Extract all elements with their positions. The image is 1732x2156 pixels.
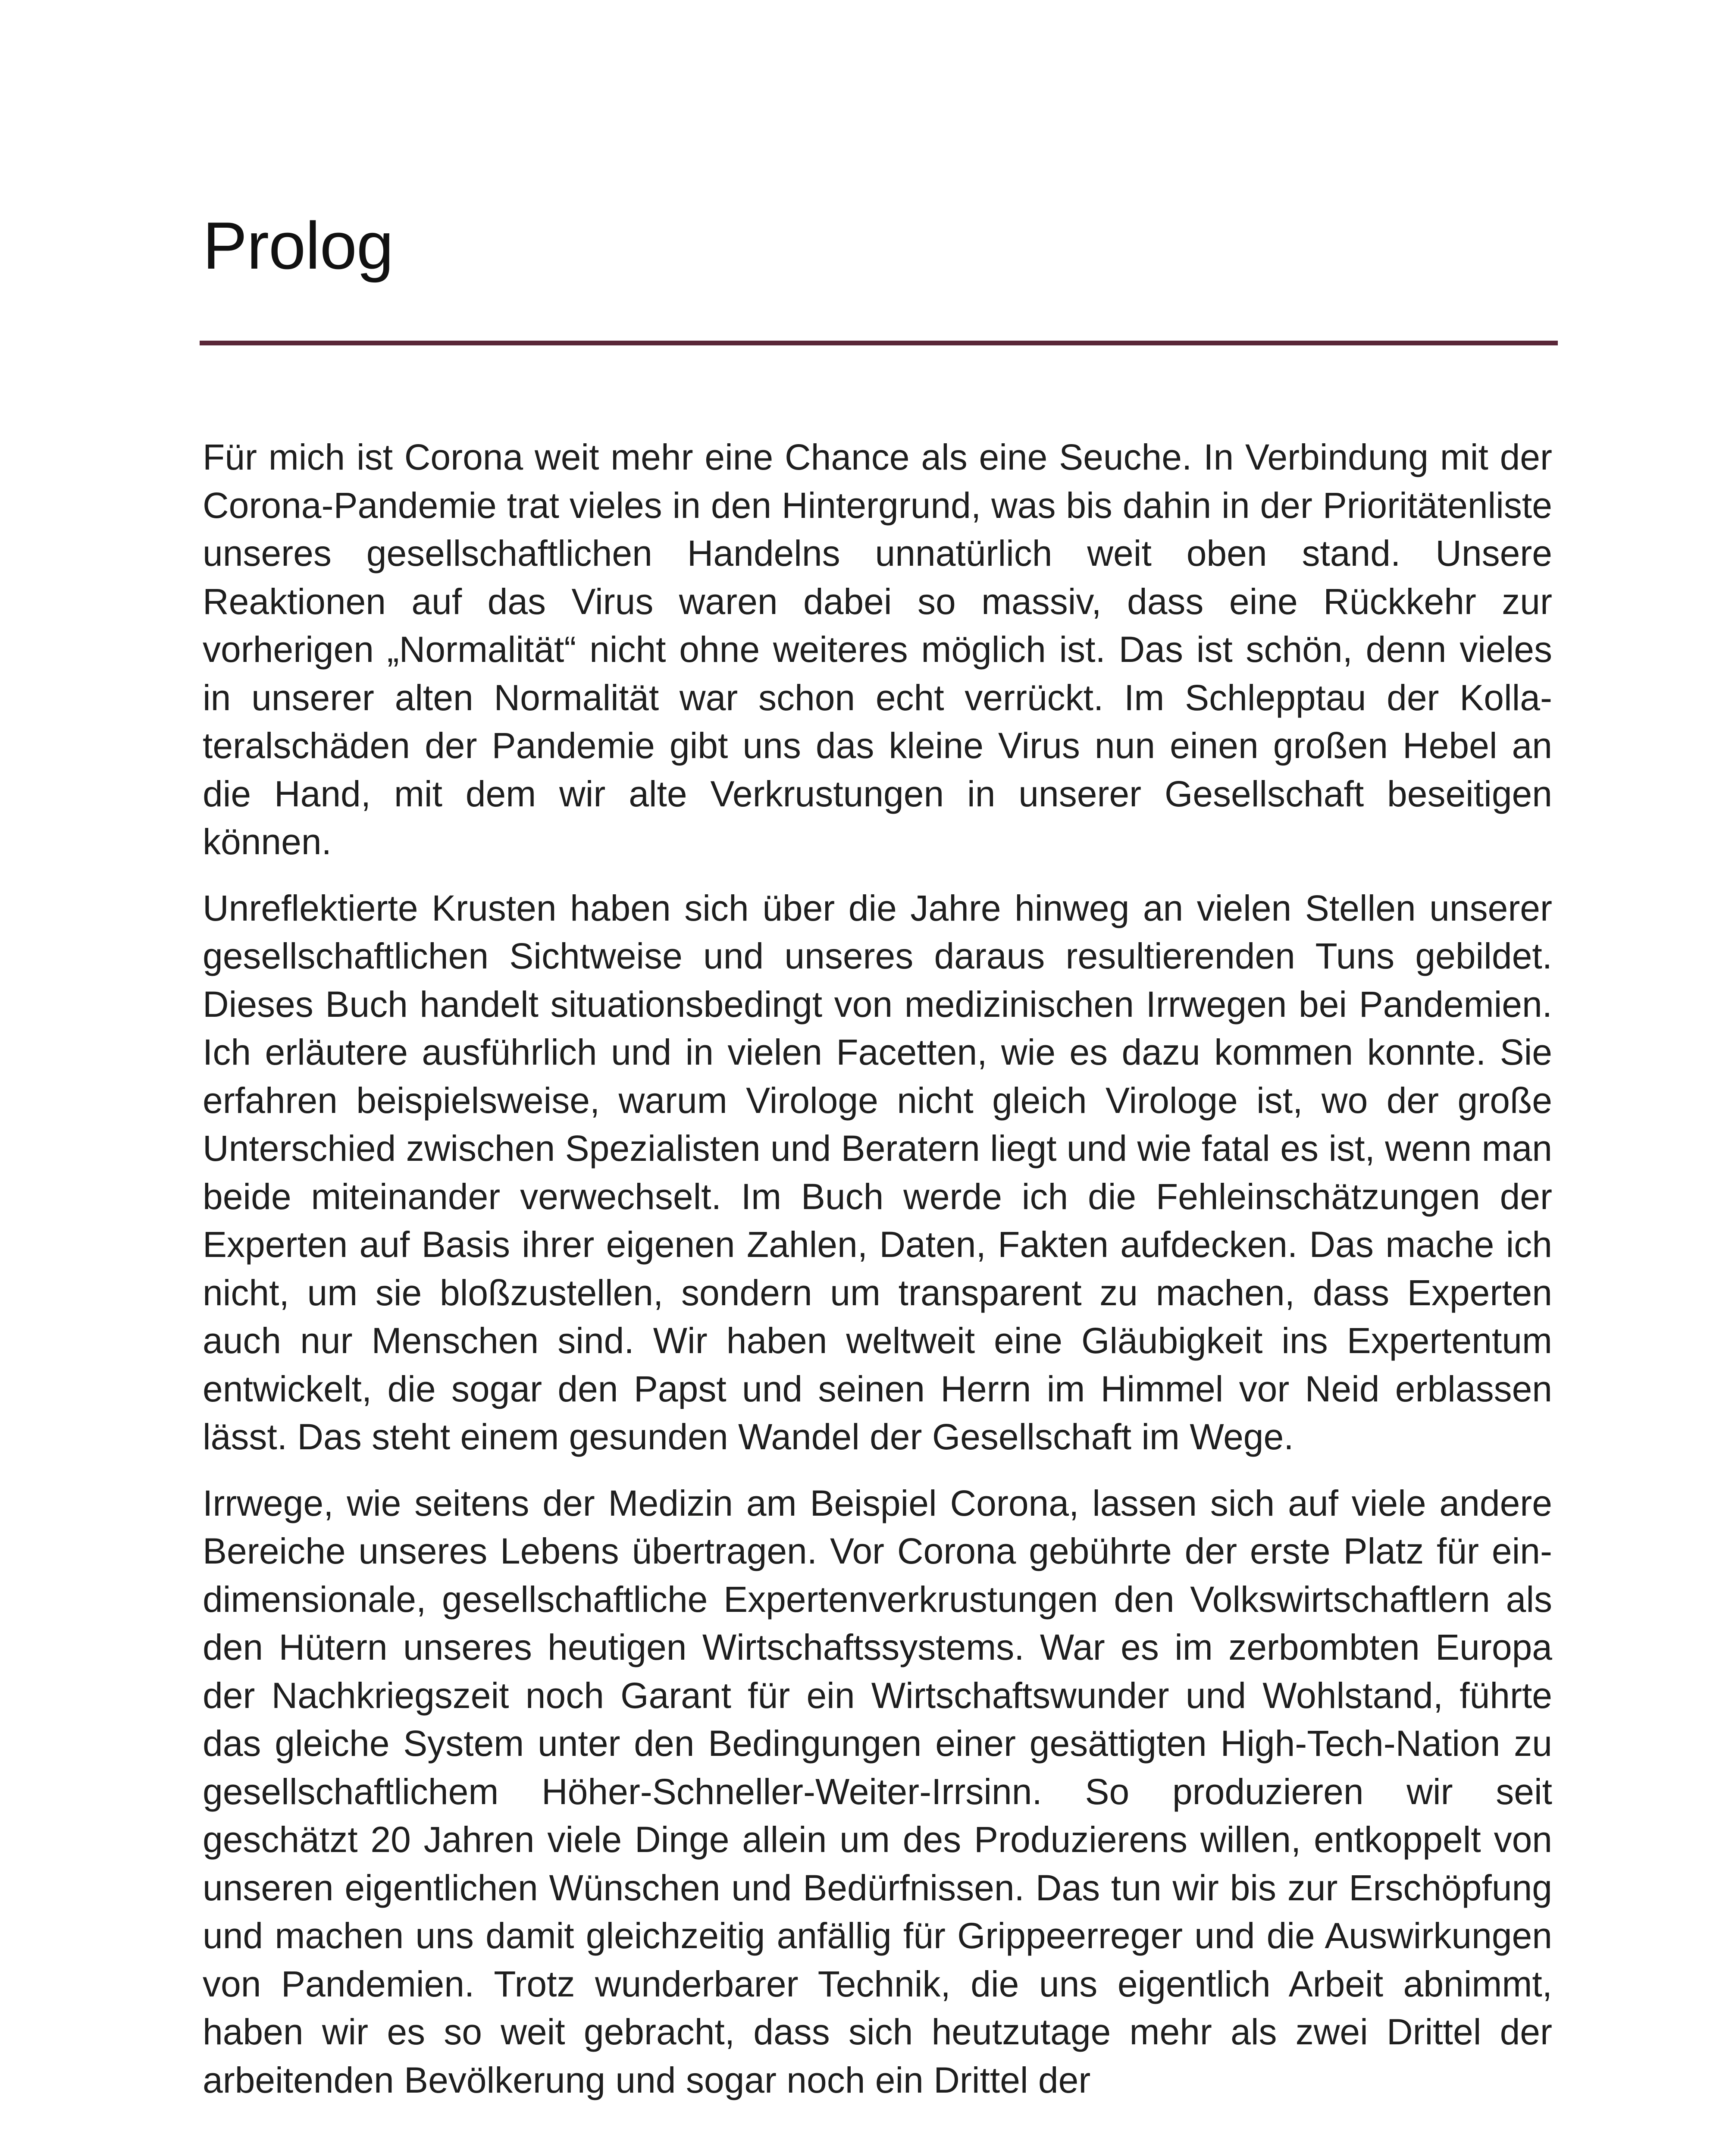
paragraph-1: Für mich ist Corona weit mehr eine Chance als eine Seuche. In Verbindung mit der Corona-Pandemie trat vieles in den Hintergrund, was bis dahin in der Prioritätenliste unseres gesellschaftlichen Handelns unnatürlich weit oben stand. Unsere Reaktionen auf das Virus waren dabei so massiv, dass eine Rückkehr zur vorherigen „Normalität“ nicht ohne weiteres möglich ist. Das ist schön, denn vieles in unserer alten Normalität war schon echt verrückt. Im Schlepptau der Kollateralschäden der Pandemie gibt uns das kleine Virus nun einen großen Hebel an die Hand, mit dem wir alte Verkrustungen in unserer Gesellschaft beseitigen können.: [203, 437, 1552, 862]
chapter-title: Prolog: [203, 208, 394, 283]
paragraph-3: Irrwege, wie seitens der Medizin am Beispiel Corona, lassen sich auf viele andere Bereiche unseres Lebens übertragen. Vor Corona gebührte der erste Platz für eindimensionale, gesellschaftliche Expertenverkrustungen den Volkswirtschaftlern als den Hütern unseres heutigen Wirtschaftssystems. War es im zerbombten Europa der Nachkriegszeit noch Garant für ein Wirtschaftswunder und Wohlstand, führte das gleiche System unter den Bedingungen einer gesättigten High-Tech-Nation zu gesellschaftlichem Höher-Schneller-Weiter-Irrsinn. So produzieren wir seit geschätzt 20 Jahren viele Dinge allein um des Produzierens willen, entkoppelt von unseren eigentlichen Wünschen und Bedürfnissen. Das tun wir bis zur Erschöpfung und machen uns damit gleichzeitig anfällig für Grippeerreger und die Auswirkungen von Pandemien. Trotz wunderbarer Technik, die uns eigentlich Arbeit abnimmt, haben wir es so weit gebracht, dass sich heutzutage mehr als zwei Drittel der arbeitenden Bevölkerung und sogar noch ein Drittel der: [203, 1482, 1552, 2100]
paragraph-2: Unreflektierte Krusten haben sich über die Jahre hinweg an vielen Stellen unserer gesellschaftlichen Sichtweise und unseres daraus resultierenden Tuns gebildet. Dieses Buch handelt situationsbedingt von medizinischen Irrwegen bei Pandemien. Ich erläutere ausführlich und in vielen Facetten, wie es dazu kommen konnte. Sie erfahren beispielsweise, warum Virologe nicht gleich Virologe ist, wo der große Unterschied zwischen Spezialisten und Beratern liegt und wie fatal es ist, wenn man beide miteinander verwechselt. Im Buch werde ich die Fehleinschätzungen der Experten auf Basis ihrer eigenen Zahlen, Daten, Fakten aufdecken. Das mache ich nicht, um sie bloßzustellen, sondern um transparent zu machen, dass Experten auch nur Menschen sind. Wir haben weltweit eine Gläubigkeit ins Expertentum entwickelt, die sogar den Papst und seinen Herrn im Himmel vor Neid erblassen lässt. Das steht einem gesunden Wandel der Gesellschaft im Wege.: [203, 887, 1552, 1457]
body-text: [203, 433, 1552, 2122]
title-divider: [200, 341, 1558, 345]
